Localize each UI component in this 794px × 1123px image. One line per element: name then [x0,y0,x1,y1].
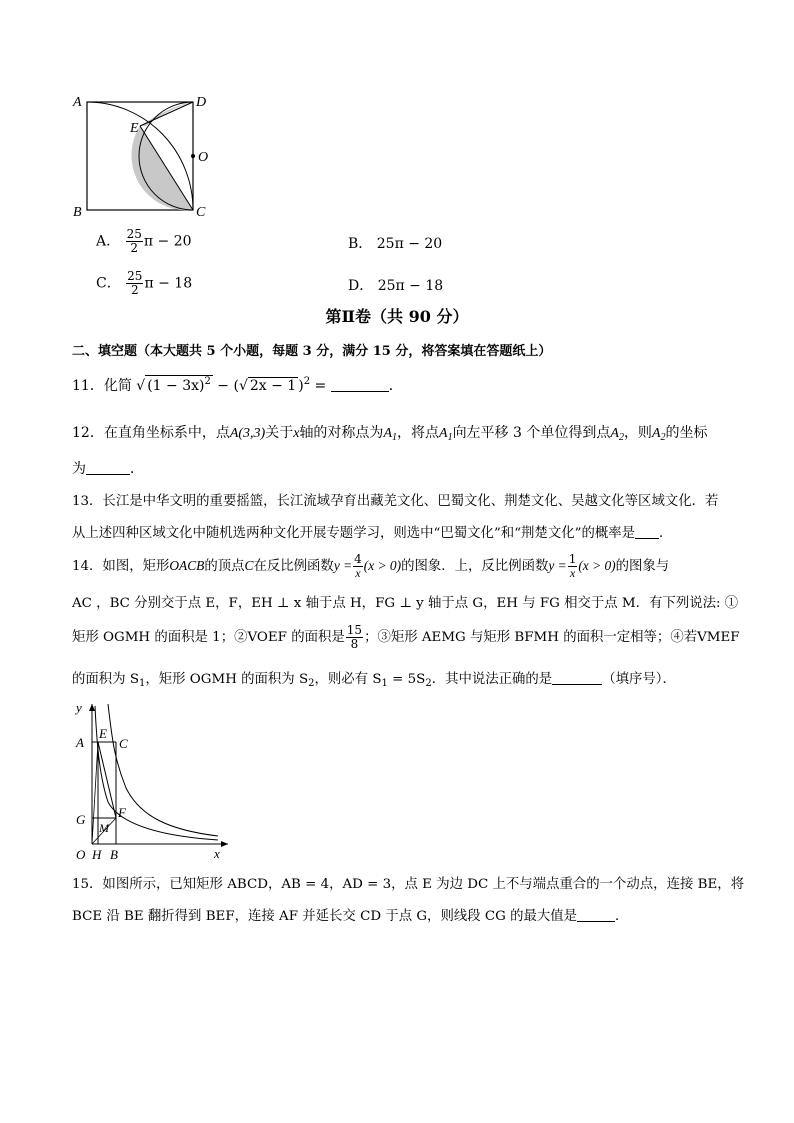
q15-line2-end: ． [615,909,629,924]
q12-a1: $A_1$ [383,426,397,443]
q14-fraction-3 [346,624,363,651]
label-b: B [73,205,82,220]
question-15-line-1: 15．如图所示，已知矩形 ABCD，AB = 4，AD = 3，点 E 为边 DC 上不与端点重合的一个动点，连接 BE，将 [72,877,745,892]
q14-line4-text-c: ，则必有 S [314,672,382,687]
q11-minus: − [212,378,234,394]
q12-a2-again: $A_2$ [651,426,666,443]
question-13-line-1: 13．长江是中华文明的重要摇篮，长江流域孕育出藏羌文化、巴蜀文化、荆楚文化、吴越文化等区域文化．若 [72,494,719,509]
q12-line2-end: ． [130,461,144,477]
segment-ed [140,102,193,126]
label-x: x [214,846,220,861]
q14-line4-text-b: ，矩形 OGMH 的面积为 S [145,672,309,687]
q14-y-eq-1: y = [333,558,353,573]
q13-line2-text: 从上述四种区域文化中随机选两种文化开展专题学习，则选中“巴蜀文化”和“荆楚文化”的概率是 [72,526,636,541]
q14-answer-blank[interactable] [552,672,602,685]
q11-eq: = [310,378,331,394]
q12-line2-text: 为 [72,461,86,477]
option-a-den: 2 [130,241,139,255]
figure-hyperbolas [68,698,238,864]
q14-line4-text-d: = 5S [387,672,426,687]
q12-answer-blank[interactable] [86,462,130,475]
q14-text-a: 14．如图，矩形 [72,559,170,574]
q14-f-num: 15 [346,623,363,637]
question-12-line-2 [72,458,144,478]
option-a-fraction [126,228,143,255]
q14-line3-text-b: ；③矩形 AEMG 与矩形 BFMH 的面积一定相等；④若VMEF [364,630,740,645]
option-c-den: 2 [130,283,139,297]
q14-cond-2: (x > 0) [578,558,616,573]
option-c-num: 25 [127,269,143,283]
q11-rad2: 2x − 1 [249,378,297,394]
x-axis-arrow [221,841,228,847]
segment-oe [92,742,98,844]
q12-text-b: 关于 [265,425,294,441]
option-a-tail: π − 20 [143,233,192,250]
label-c2: C [119,736,128,751]
label-m2: M [99,821,109,835]
option-a [96,228,192,255]
option-d-text: 25π − 18 [377,278,444,294]
option-a-letter: A． [96,233,121,250]
section-heading: 二、填空题（本大题共 5 个小题，每题 3 分，满分 15 分，将答案填在答题纸上） [72,344,552,359]
option-a-num: 25 [126,227,142,241]
q12-point: A(3,3) [229,426,266,441]
figure-square-arcs-svg [70,92,220,222]
q12-a2-letter: A [610,426,619,441]
label-g2: G [76,812,86,827]
question-14-line-1 [72,553,669,580]
question-12-line-1 [72,422,708,443]
option-d [348,275,443,295]
label-c: C [196,205,206,220]
q11-radical-2: (√ 2x − 1 )$^2$ [233,376,311,394]
q12-text-f: ，则 [623,425,652,441]
q12-text-d: ，将点 [397,425,439,441]
q11-answer-blank[interactable] [331,379,389,392]
q12-axis: x [293,426,300,441]
q12-text-e: 向左平移 3 个单位得到点 [452,425,611,441]
option-c-letter: C． [96,275,121,292]
q14-fraction-2 [568,553,578,580]
q11-radical-1: √ $(1 - 3x)^2$ [136,376,211,394]
q14-point-c: C [244,558,254,573]
label-o2: O [76,847,86,862]
q12-a1-letter: A [383,426,392,441]
label-e: E [130,121,139,136]
section-title: 第Ⅱ卷（共 90 分） [325,307,469,326]
point-o [191,154,195,158]
question-11 [72,375,403,395]
q12-a1-again: $A_1$ [439,426,453,443]
q12-a1-letter-2: A [439,426,448,441]
q11-end: ． [388,378,403,394]
figure-square-arcs [70,92,220,222]
question-14-line-3 [72,624,740,651]
option-b [348,233,442,253]
question-14-line-4: 的面积为 $S_1$，矩形 OGMH 的面积为 $S_2$，则必有 $S_1 = 5S_2$．其中说法正确的是 （填序号）． [72,672,676,689]
q14-line4-text-a: 的面积为 S [72,672,139,687]
q14-line3-text-a: 矩形 OGMH 的面积是 1；②VOEF 的面积是 [72,630,345,645]
q12-a2: $A_2$ [610,426,624,443]
q14-fn2-num: 1 [568,552,577,566]
y-axis-arrow [89,704,95,711]
question-13-line-2 [72,522,672,541]
q12-a2-letter-2: A [651,426,661,441]
label-d: D [196,95,207,110]
q12-text-g: 的坐标 [665,425,708,441]
option-c-tail: π − 18 [144,275,193,292]
label-o: O [198,150,209,165]
label-h2: H [92,847,102,862]
q15-answer-blank[interactable] [577,909,615,922]
q14-y-eq-2: y = [548,558,567,573]
q14-rect1: OACB [169,558,205,573]
q14-line4-text-f: （填序号）． [602,672,676,687]
figure-hyperbolas-svg [68,698,238,864]
q14-text-c: 在反比例函数 [253,559,334,574]
option-b-text: 25π − 20 [376,236,443,252]
label-a2: A [76,735,84,750]
q14-fn1-den: x [355,566,361,580]
q12-text-a: 12．在直角坐标系中，点 [72,425,230,441]
question-15-line-2 [72,905,628,924]
q14-fn1-num: 4 [354,552,362,566]
q14-text-b: 的顶点 [204,559,245,574]
option-d-letter: D． [348,278,374,294]
curve-inner [95,706,218,840]
option-b-letter: B． [348,236,373,252]
option-c-fraction [126,270,143,297]
q11-prefix: 11．化简 [72,378,132,394]
q15-line2-text: BCE 沿 BE 翻折得到 BEF，连接 AF 并延长交 CD 于点 G，则线段 CG 的最大值是 [72,909,578,924]
q13-line2-end: ． [659,526,673,541]
q14-fn2-den: x [569,566,576,580]
label-a: A [73,95,82,110]
q11-rad1: (1 − 3x) [147,378,205,394]
label-e2: E [99,726,107,741]
q14-text-d: 的图象．上，反比例函数 [401,559,549,574]
q14-line4-text-e: ．其中说法正确的是 [431,672,553,687]
option-c [96,270,192,297]
label-f2: F [118,805,126,820]
segment-ef [98,742,116,818]
label-b2: B [110,847,118,862]
q14-fraction-1 [353,553,363,580]
q14-f-den: 8 [350,637,359,651]
question-14-line-2: AC ，BC 分别交于点 E，F，EH ⊥ x 轴于点 H，FG ⊥ y 轴于点 G，EH 与 FG 相交于点 M．有下列说法: ① [72,596,739,611]
q13-answer-blank[interactable] [635,526,659,539]
label-y: y [76,700,82,715]
q12-text-c: 轴的对称点为 [299,425,384,441]
q14-text-e: 的图象与 [615,559,670,574]
q14-cond-1: (x > 0) [363,558,402,573]
